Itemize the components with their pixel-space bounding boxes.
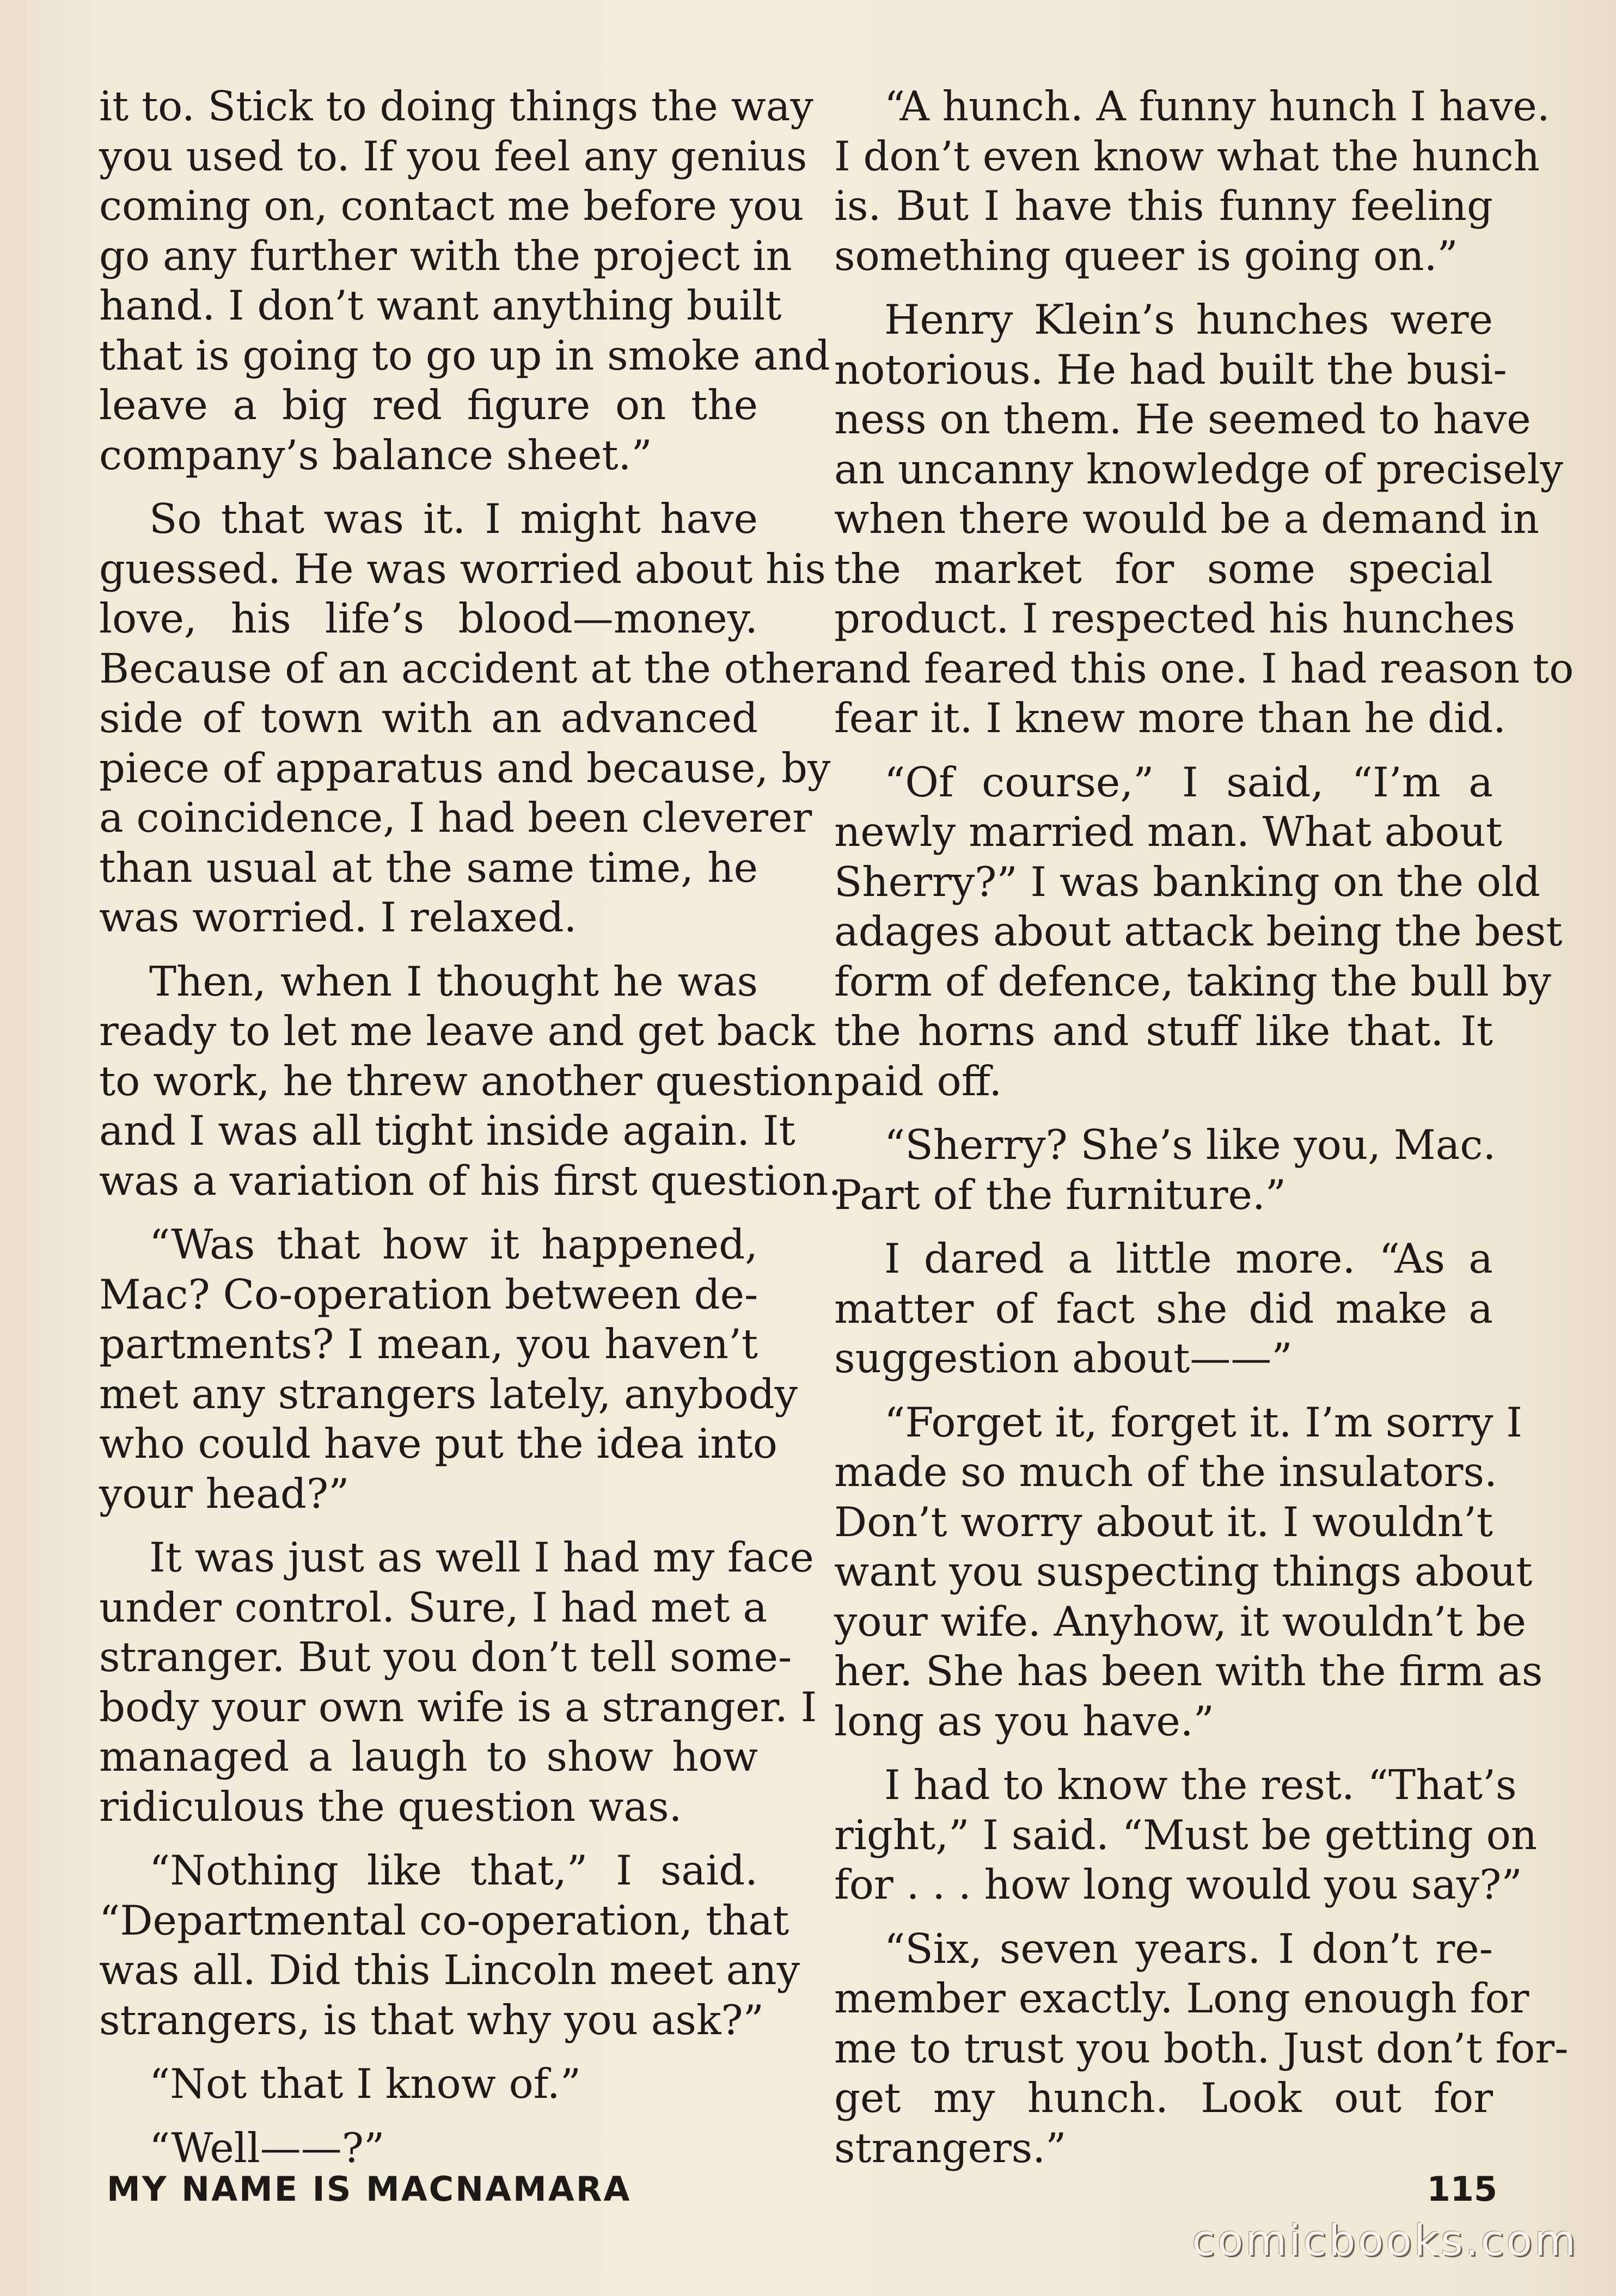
text-line: product. I respected his hunches [834, 594, 1515, 642]
text-line: partments? I mean, you haven’t [99, 1320, 758, 1368]
text-line: her. She has been with the firm as [834, 1647, 1543, 1695]
text-line: I don’t even know what the hunch [834, 132, 1540, 180]
paragraph [99, 2059, 758, 2109]
paragraph [834, 1398, 1543, 1747]
text-line: “Six, seven years. I don’t re- [884, 1924, 1493, 1973]
text-line: was all. Did this Lincoln meet any [99, 1946, 800, 1994]
text-line: was a variation of his first question. [99, 1156, 842, 1205]
text-line: long as you have.” [834, 1697, 1214, 1745]
text-line: Sherry?” I was banking on the old [834, 857, 1540, 906]
paragraph [834, 82, 1550, 281]
paragraph [834, 1234, 1493, 1384]
text-line: “Forget it, forget it. I’m sorry I [884, 1398, 1523, 1446]
text-line: you used to. If you feel any genius [99, 132, 807, 180]
text-line: it to. Stick to doing things the way [99, 82, 813, 130]
text-line: right,” I said. “Must be getting on [834, 1810, 1538, 1859]
right-column [834, 82, 1574, 2173]
text-line: the market for some special [834, 544, 1493, 593]
text-line: I had to know the rest. “That’s [884, 1761, 1517, 1809]
text-line: stranger. But you don’t tell some- [99, 1633, 792, 1681]
watermark: comicbooks.com [1191, 2217, 1578, 2266]
paragraph [834, 1120, 1496, 1220]
text-line: “Well——?” [149, 2123, 385, 2172]
text-line: coming on, contact me before you [99, 182, 804, 230]
paragraph-gap [834, 1384, 1493, 1398]
text-line: “Departmental co-operation, that [99, 1896, 789, 1944]
text-line: piece of apparatus and because, by [99, 744, 831, 792]
text-line: go any further with the project in [99, 231, 792, 280]
text-line: your head?” [99, 1469, 350, 1518]
left-column [99, 82, 842, 2173]
paragraph-gap [99, 2045, 758, 2059]
text-line: under control. Sure, I had met a [99, 1583, 768, 1631]
text-line: Mac? Co-operation between de- [99, 1270, 758, 1318]
text-line: leave a big red figure on the [99, 381, 758, 429]
text-line: guessed. He was worried about his [99, 544, 826, 593]
text-line: “A hunch. A funny hunch I have. [884, 82, 1550, 130]
paragraph [99, 1846, 800, 2045]
paragraph [834, 1760, 1538, 1910]
paragraph [99, 82, 830, 480]
text-line: notorious. He had built the busi- [834, 345, 1507, 394]
text-line: something queer is going on.” [834, 231, 1458, 280]
paragraph-gap [99, 1206, 758, 1220]
text-line: ridiculous the question was. [99, 1782, 682, 1831]
text-line: was worried. I relaxed. [99, 893, 577, 941]
text-line: form of defence, taking the bull by [834, 957, 1552, 1005]
text-line: side of town with an advanced [99, 694, 758, 742]
paragraph [99, 1220, 798, 1519]
text-line: an uncanny knowledge of precisely [834, 445, 1563, 493]
paragraph [99, 494, 835, 943]
text-line: suggestion about——” [834, 1334, 1293, 1382]
text-line: love, his life’s blood—money. [99, 594, 758, 642]
text-line: to work, he threw another question [99, 1057, 834, 1105]
text-line: than usual at the same time, he [99, 843, 758, 892]
paragraph-gap [99, 480, 758, 494]
text-line: body your own wife is a stranger. I [99, 1683, 817, 1731]
paragraph-gap [834, 744, 1493, 758]
text-line: strangers.” [834, 2123, 1067, 2172]
text-line: So that was it. I might have [149, 495, 758, 543]
paragraph-gap [99, 1519, 758, 1533]
text-line: member exactly. Long enough for [834, 1974, 1529, 2022]
text-line: Henry Klein’s hunches were [884, 296, 1493, 343]
paragraph [834, 758, 1563, 1107]
paragraph [834, 1924, 1569, 2174]
paragraph-gap [99, 2109, 758, 2123]
text-line: managed a laugh to show how [99, 1733, 758, 1781]
text-line: adages about attack being the best [834, 907, 1563, 955]
text-line: Then, when I thought he was [149, 957, 758, 1005]
text-line: matter of fact she did make a [834, 1284, 1493, 1333]
paragraph [99, 2123, 758, 2174]
text-line: It was just as well I had my face [149, 1533, 814, 1581]
paragraph-gap [99, 943, 758, 957]
running-title: MY NAME IS MACNAMARA [107, 2169, 632, 2209]
text-line: Don’t worry about it. I wouldn’t [834, 1497, 1493, 1546]
text-line: “Was that how it happened, [149, 1220, 758, 1268]
text-line: the horns and stuff like that. It [834, 1007, 1493, 1055]
text-line: for . . . how long would you say?” [834, 1861, 1522, 1908]
paragraph [99, 957, 842, 1206]
text-line: newly married man. What about [834, 808, 1503, 856]
text-line: company’s balance sheet.” [99, 431, 652, 479]
text-line: “Not that I know of.” [149, 2060, 581, 2108]
text-line: that is going to go up in smoke and [99, 331, 830, 379]
text-line: is. But I have this funny feeling [834, 182, 1493, 230]
paragraph-gap [834, 1106, 1493, 1120]
text-line: a coincidence, I had been cleverer [99, 794, 812, 842]
text-line: Because of an accident at the other [99, 644, 835, 692]
text-line: Part of the furniture.” [834, 1170, 1287, 1219]
text-line: “Sherry? She’s like you, Mac. [884, 1121, 1496, 1169]
text-line: get my hunch. Look out for [834, 2074, 1493, 2122]
text-line: “Nothing like that,” I said. [149, 1846, 758, 1894]
text-line: paid off. [834, 1057, 1002, 1105]
paragraph-gap [99, 1832, 758, 1846]
text-line: fear it. I knew more than he did. [834, 694, 1507, 742]
paragraph-gap [834, 1910, 1493, 1924]
paragraph [99, 1533, 817, 1832]
text-line: when there would be a demand in [834, 495, 1539, 543]
paragraph-gap [834, 281, 1493, 295]
text-line: who could have put the idea into [99, 1420, 778, 1468]
text-line: “Of course,” I said, “I’m a [884, 758, 1493, 806]
text-line: me to trust you both. Just don’t for- [834, 2024, 1569, 2072]
paragraph-gap [834, 1746, 1493, 1760]
text-line: ready to let me leave and get back [99, 1007, 816, 1055]
text-line: I dared a little more. “As a [884, 1235, 1493, 1282]
text-line: your wife. Anyhow, it wouldn’t be [834, 1597, 1526, 1646]
text-line: hand. I don’t want anything built [99, 281, 782, 329]
text-line: strangers, is that why you ask?” [99, 1996, 764, 2044]
text-line: and feared this one. I had reason to [834, 644, 1574, 692]
paragraph-gap [834, 1220, 1493, 1234]
text-line: and I was all tight inside again. It [99, 1107, 795, 1155]
text-line: met any strangers lately, anybody [99, 1370, 798, 1418]
text-line: want you suspecting things about [834, 1548, 1533, 1595]
page-number: 115 [1427, 2169, 1497, 2209]
paragraph [834, 295, 1574, 744]
text-line: made so much of the insulators. [834, 1448, 1497, 1496]
text-line: ness on them. He seemed to have [834, 395, 1531, 443]
